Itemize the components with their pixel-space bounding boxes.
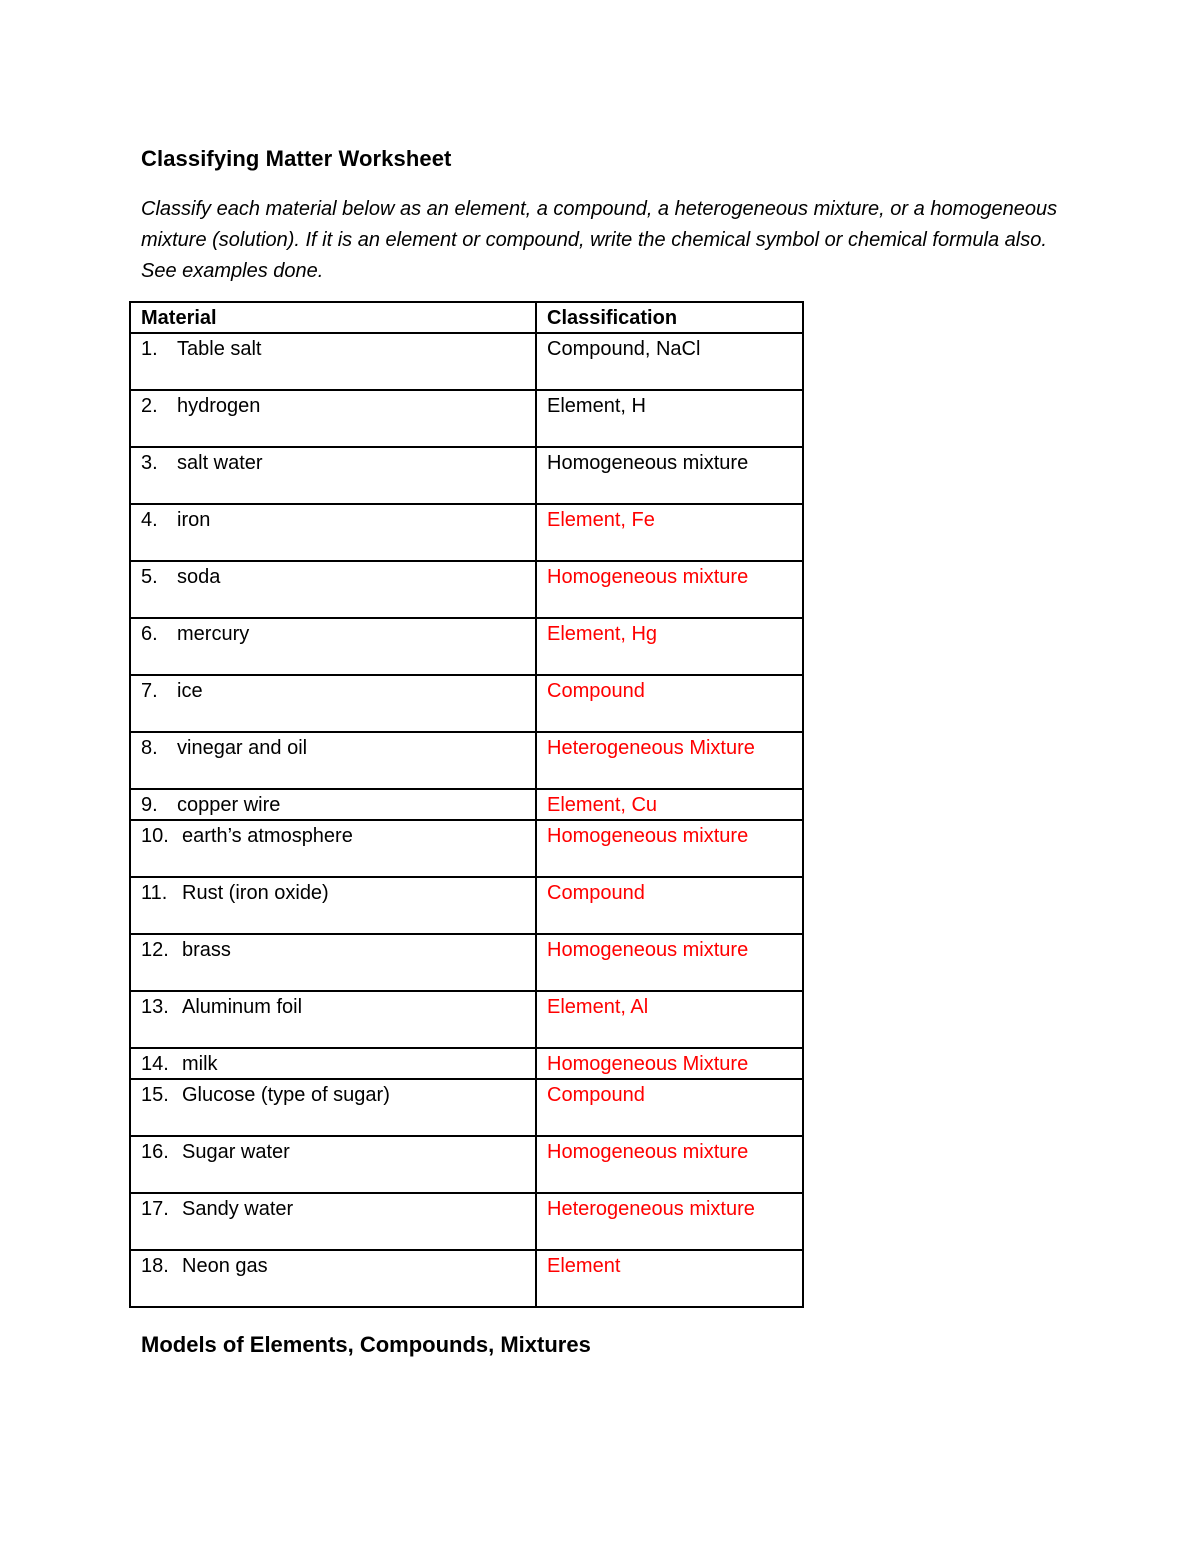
- item-number: 11.: [141, 882, 168, 904]
- table-row: [130, 934, 803, 991]
- material-name: hydrogen: [177, 395, 261, 417]
- item-number: 3.: [141, 452, 158, 474]
- classification-example: Homogeneous mixture: [536, 447, 803, 504]
- material-name: mercury: [177, 623, 250, 645]
- classification-answer: Heterogeneous mixture: [536, 1193, 803, 1250]
- classification-answer: Homogeneous mixture: [536, 561, 803, 618]
- material-name: vinegar and oil: [177, 737, 308, 759]
- classification-answer: Element, Cu: [536, 789, 803, 820]
- material-name: Sugar water: [182, 1141, 290, 1163]
- item-number: 14.: [141, 1053, 169, 1075]
- item-number: 18.: [141, 1255, 169, 1277]
- material-name: soda: [177, 566, 221, 588]
- item-number: 17.: [141, 1198, 169, 1220]
- material-cell: [130, 877, 536, 934]
- table-row: [130, 1136, 803, 1193]
- material-cell: [130, 675, 536, 732]
- classification-table: [129, 301, 804, 1308]
- material-cell: [130, 1136, 536, 1193]
- material-name: salt water: [177, 452, 263, 474]
- material-name: Table salt: [177, 338, 262, 360]
- material-cell: [130, 504, 536, 561]
- material-cell: [130, 390, 536, 447]
- table-row: [130, 390, 803, 447]
- classification-answer: Compound: [536, 877, 803, 934]
- material-cell: [130, 991, 536, 1048]
- material-cell: [130, 1193, 536, 1250]
- material-name: Aluminum foil: [182, 996, 303, 1018]
- item-number: 15.: [141, 1084, 169, 1106]
- classification-answer: Homogeneous mixture: [536, 1136, 803, 1193]
- table-row: [130, 820, 803, 877]
- material-name: Rust (iron oxide): [182, 882, 329, 904]
- classification-answer: Homogeneous mixture: [536, 934, 803, 991]
- table-row: [130, 561, 803, 618]
- material-cell: [130, 333, 536, 390]
- table-row: [130, 1048, 803, 1079]
- classification-answer: Element, Al: [536, 991, 803, 1048]
- classification-answer: Element, Hg: [536, 618, 803, 675]
- material-name: Glucose (type of sugar): [182, 1084, 390, 1106]
- table-row: [130, 789, 803, 820]
- item-number: 9.: [141, 794, 158, 816]
- table-row: [130, 333, 803, 390]
- material-name: Neon gas: [182, 1255, 268, 1277]
- item-number: 13.: [141, 996, 169, 1018]
- classification-answer: Element: [536, 1250, 803, 1307]
- material-name: copper wire: [177, 794, 281, 816]
- classification-example: Element, H: [536, 390, 803, 447]
- item-number: 16.: [141, 1141, 169, 1163]
- table-row: [130, 618, 803, 675]
- item-number: 6.: [141, 623, 158, 645]
- table-row: [130, 1250, 803, 1307]
- classification-answer: Homogeneous mixture: [536, 820, 803, 877]
- item-number: 5.: [141, 566, 158, 588]
- item-number: 7.: [141, 680, 158, 702]
- item-number: 4.: [141, 509, 158, 531]
- table-row: [130, 447, 803, 504]
- classification-answer: Element, Fe: [536, 504, 803, 561]
- material-cell: [130, 1250, 536, 1307]
- material-cell: [130, 934, 536, 991]
- material-name: brass: [182, 939, 231, 961]
- classification-answer: Compound: [536, 675, 803, 732]
- material-name: ice: [177, 680, 203, 702]
- table-row: [130, 1079, 803, 1136]
- material-name: Sandy water: [182, 1198, 294, 1220]
- page-title: Classifying Matter Worksheet: [141, 146, 452, 171]
- header-material: Material: [130, 302, 536, 333]
- classification-example: Compound, NaCl: [536, 333, 803, 390]
- table-body: [130, 333, 803, 1307]
- material-cell: [130, 447, 536, 504]
- table-row: [130, 1193, 803, 1250]
- material-cell: [130, 1048, 536, 1079]
- classification-answer: Homogeneous Mixture: [536, 1048, 803, 1079]
- header-classification: Classification: [536, 302, 803, 333]
- classification-answer: Heterogeneous Mixture: [536, 732, 803, 789]
- material-name: milk: [182, 1053, 218, 1075]
- item-number: 12.: [141, 939, 169, 961]
- material-name: iron: [177, 509, 211, 531]
- classification-answer: Compound: [536, 1079, 803, 1136]
- item-number: 8.: [141, 737, 158, 759]
- instructions-text: Classify each material below as an element, a compound, a heterogeneous mixture, or a homogeneous mixture (solution). If it is an element or compound, write the chemical symbol or chemical formula also. See examples done.: [141, 198, 1058, 282]
- material-cell: [130, 1079, 536, 1136]
- item-number: 1.: [141, 338, 158, 360]
- table-header-row: [130, 302, 803, 333]
- table-row: [130, 504, 803, 561]
- table-row: [130, 877, 803, 934]
- material-name: earth’s atmosphere: [182, 825, 353, 847]
- table-row: [130, 675, 803, 732]
- material-cell: [130, 820, 536, 877]
- section-heading: Models of Elements, Compounds, Mixtures: [141, 1332, 591, 1357]
- item-number: 10.: [141, 825, 169, 847]
- table-row: [130, 732, 803, 789]
- material-cell: [130, 789, 536, 820]
- material-cell: [130, 561, 536, 618]
- item-number: 2.: [141, 395, 158, 417]
- material-cell: [130, 618, 536, 675]
- material-cell: [130, 732, 536, 789]
- table-row: [130, 991, 803, 1048]
